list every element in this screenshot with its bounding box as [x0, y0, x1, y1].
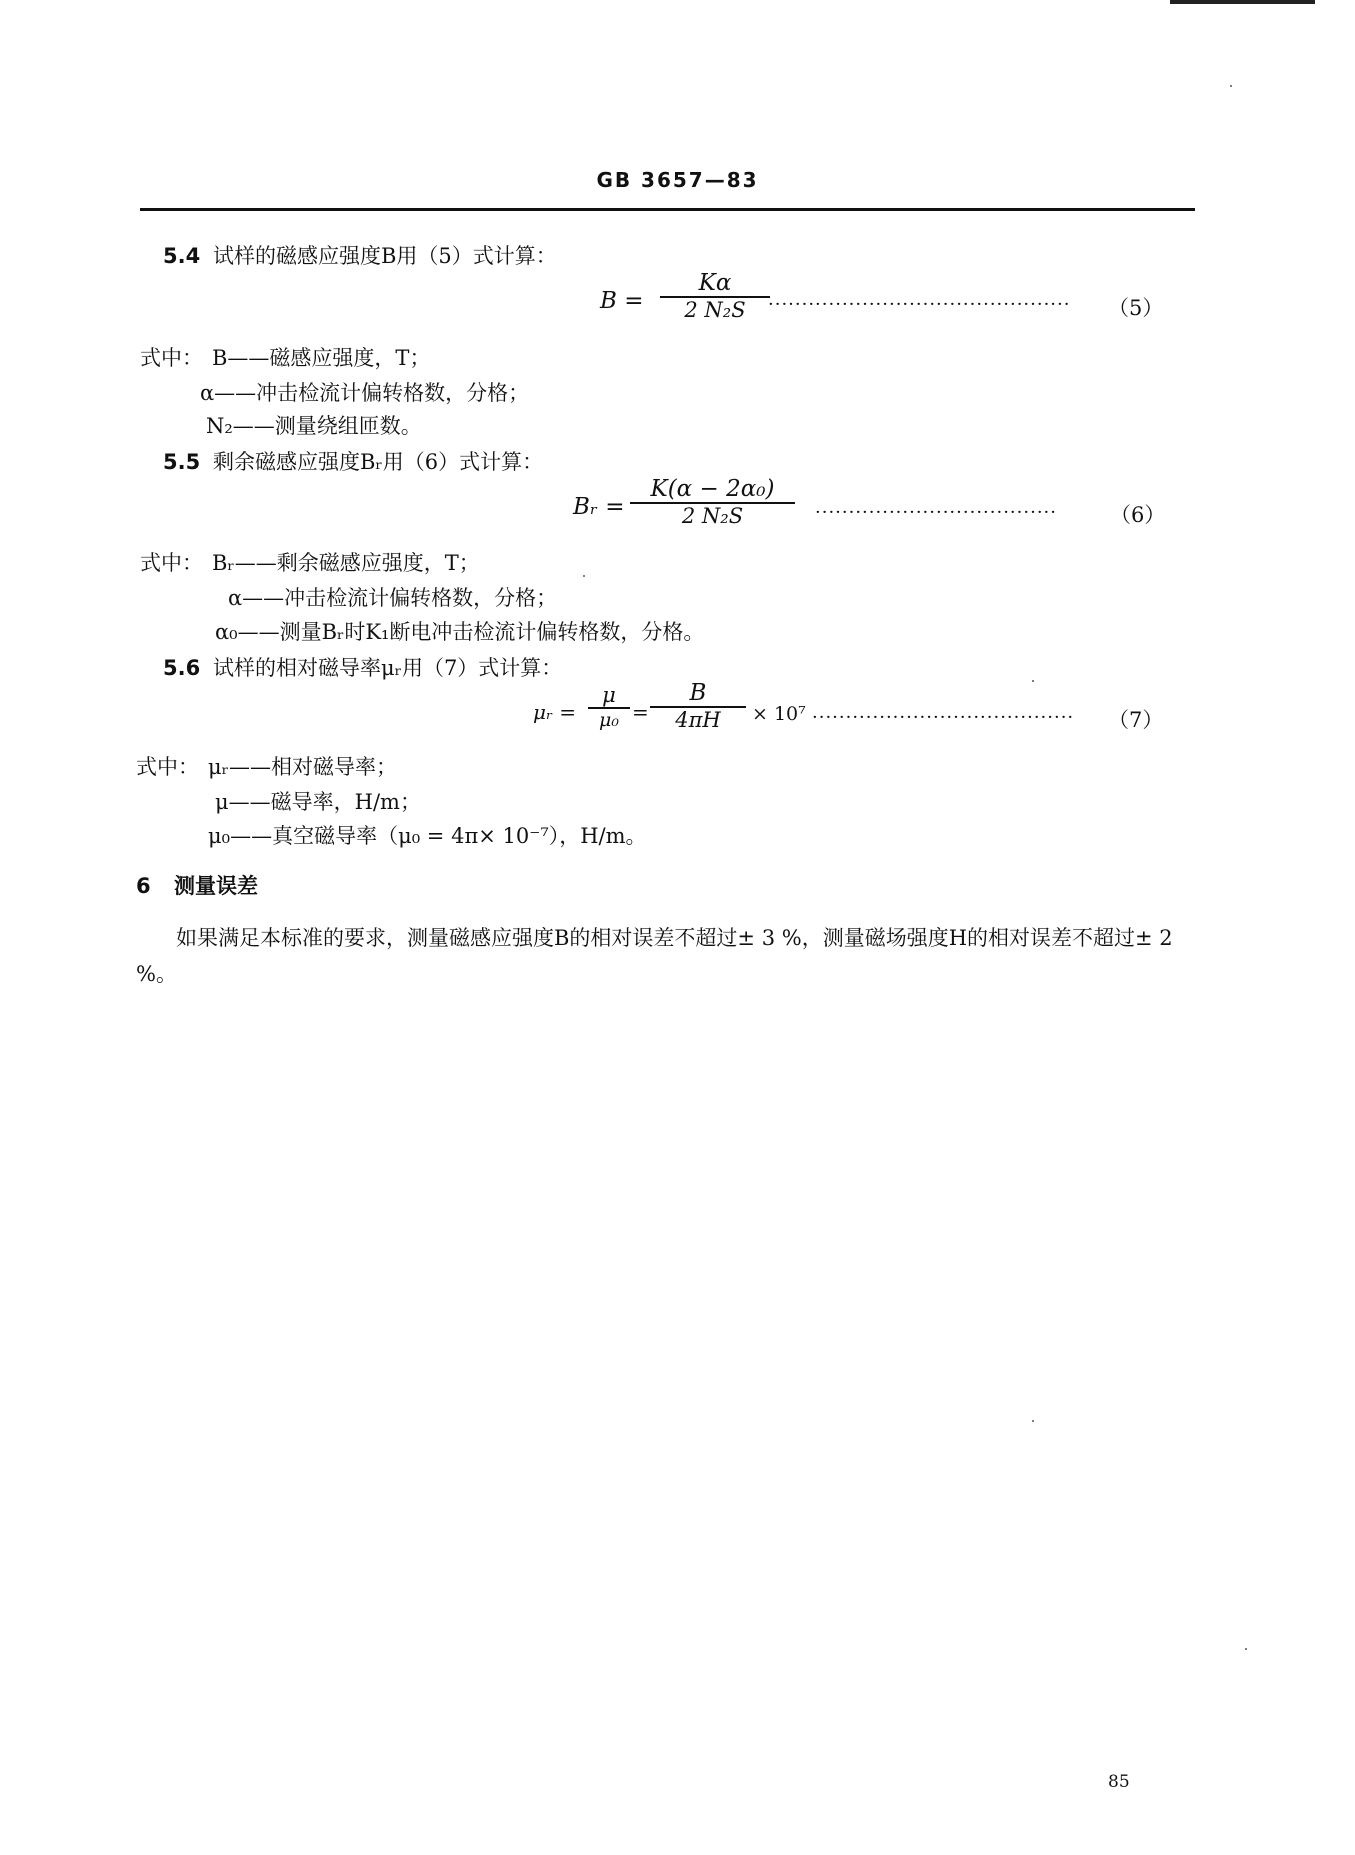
section-5-5-heading — [163, 446, 543, 476]
where-label: 式中： — [140, 551, 203, 575]
definition-item: Bᵣ——剩余磁感应强度，T； — [212, 551, 480, 575]
top-edge-line — [1170, 0, 1315, 4]
definition-item: N₂——测量绕组匝数。 — [206, 414, 422, 438]
scan-speck — [1032, 1420, 1034, 1422]
denominator: μ₀ — [599, 708, 619, 731]
numerator: Kα — [698, 270, 732, 296]
section-title: 剩余磁感应强度Bᵣ用（6）式计算： — [213, 450, 544, 474]
scan-speck — [1230, 85, 1232, 87]
section-title: 试样的磁感应强度B用（5）式计算： — [213, 244, 557, 268]
where-label: 式中： — [140, 346, 203, 370]
equation-5-lhs: B = — [600, 288, 644, 314]
equation-7-number: （7） — [1108, 708, 1164, 732]
equation-5-number: （5） — [1108, 296, 1164, 320]
numerator: K(α − 2α₀) — [650, 476, 775, 502]
definition-item: α——冲击检流计偏转格数，分格； — [200, 381, 530, 405]
section-6-heading — [136, 870, 258, 900]
leader-dots: ············································· — [768, 294, 1071, 315]
denominator: 4πH — [675, 707, 721, 732]
denominator: 2 N₂S — [681, 503, 744, 528]
definition-item: μ——磁导率，H/m； — [215, 790, 421, 814]
equation-6-number: （6） — [1110, 503, 1166, 527]
equation-7-fraction-1 — [588, 683, 630, 731]
equation-7-lhs: μᵣ = — [533, 700, 577, 724]
leader-dots: ···································· — [815, 502, 1057, 523]
scan-speck — [1032, 680, 1034, 682]
leader-dots: ······································· — [812, 707, 1075, 728]
definition-item: μ₀——真空磁导率（μ₀ = 4π× 10⁻⁷），H/m。 — [208, 824, 647, 848]
section-6-paragraph: 如果满足本标准的要求，测量磁感应强度B的相对误差不超过± 3 %，测量磁场强度H的相对误差不超过± 2 %。 — [136, 926, 1173, 986]
definition-item: μᵣ——相对磁导率； — [208, 755, 397, 779]
numerator: μ — [602, 683, 616, 707]
definition-item: α₀——测量Bᵣ时K₁断电冲击检流计偏转格数，分格。 — [215, 620, 705, 644]
denominator: 2 N₂S — [684, 297, 746, 322]
section-title: 试样的相对磁导率μᵣ用（7）式计算： — [213, 656, 563, 680]
scan-speck — [1245, 1648, 1247, 1650]
scan-speck — [583, 575, 585, 577]
equation-6-lhs: Bᵣ = — [573, 494, 625, 520]
section-number: 5.6 — [163, 656, 201, 680]
equation-6-fraction — [630, 476, 795, 528]
equation-7-fraction-2 — [650, 680, 746, 732]
section-number: 5.5 — [163, 450, 201, 474]
section-number: 5.4 — [163, 244, 201, 268]
equals-sign: = — [632, 700, 649, 724]
power-of-ten: × 10⁷ — [752, 703, 806, 725]
definition-item: α——冲击检流计偏转格数，分格； — [228, 586, 558, 610]
where-label: 式中： — [136, 755, 199, 779]
page-header-code: GB 3657—83 — [596, 168, 759, 192]
header-rule — [140, 208, 1195, 211]
page-number: 85 — [1108, 1772, 1130, 1792]
section-title: 测量误差 — [174, 874, 258, 898]
definition-item: B——磁感应强度，T； — [212, 346, 431, 370]
section-5-6-heading — [163, 652, 562, 682]
equation-5-fraction — [660, 270, 770, 322]
section-number: 6 — [136, 874, 151, 898]
section-5-4-heading — [163, 240, 557, 270]
numerator: B — [689, 680, 707, 706]
